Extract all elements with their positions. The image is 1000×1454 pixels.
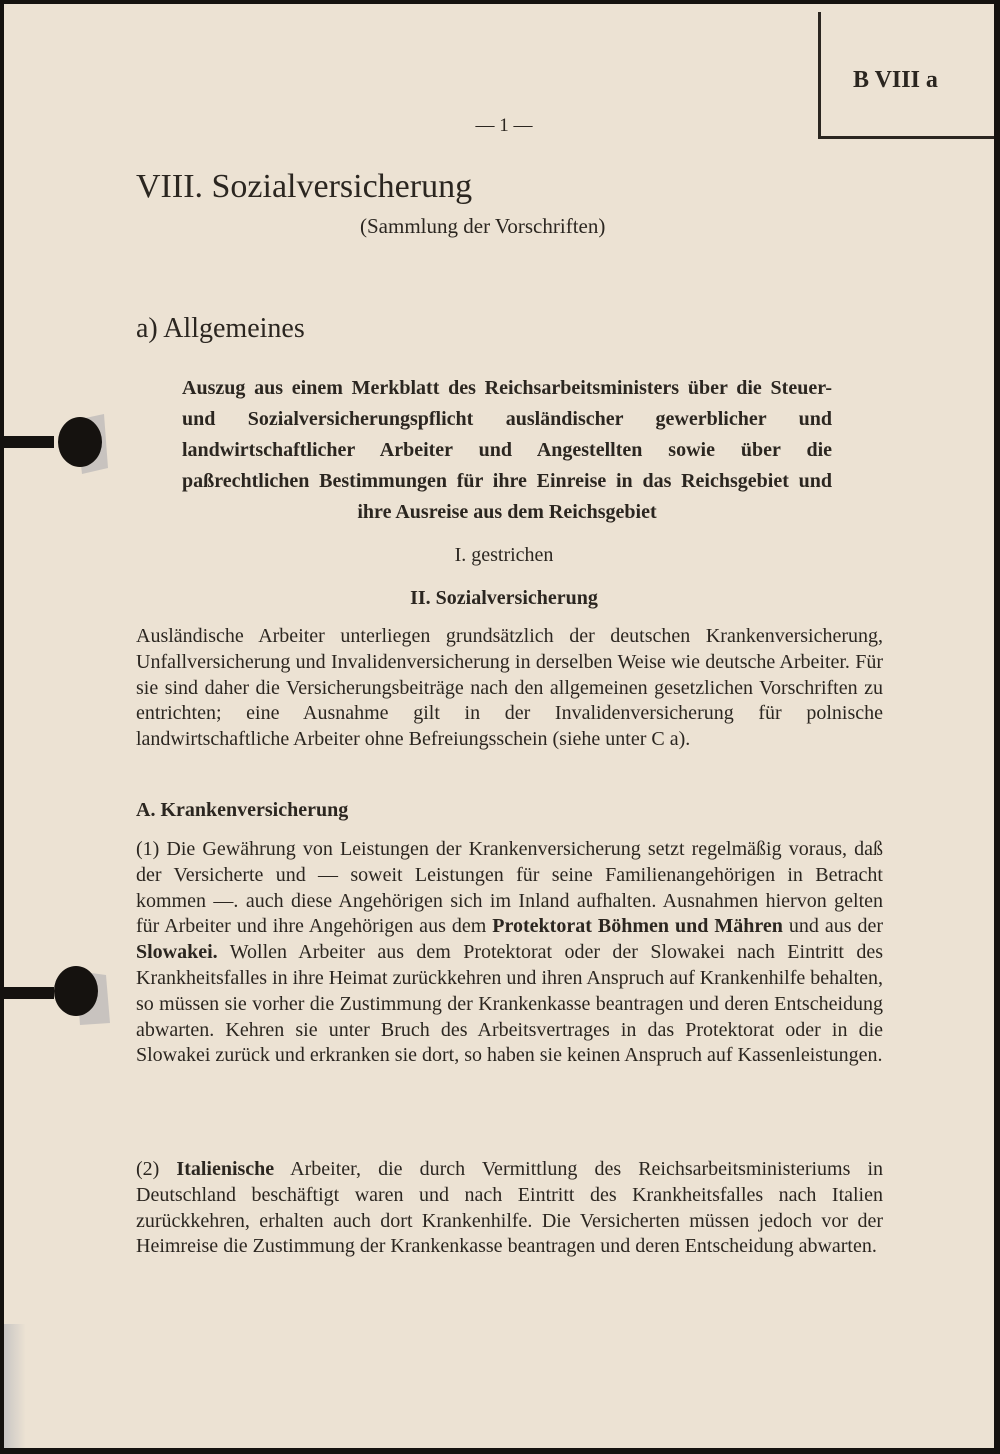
section-heading: a) Allgemeines bbox=[136, 313, 305, 344]
paragraph-1 bbox=[136, 837, 883, 1069]
extract-heading: Auszug aus einem Merkblatt des Reichsarbeitsministers über die Steuer- und Sozialversicherungspflicht ausländischer gewerblicher und landwirtschaftlicher Arbeiter und Angestellten sowie über die paßrechtlichen Bestimmungen für ihre Einreise in das Reichsgebiet und ihre Ausreise aus dem Reichsgebiet bbox=[182, 377, 832, 523]
punch-hole-bottom bbox=[4, 961, 114, 1033]
chapter-subtitle: (Sammlung der Vorschriften) bbox=[360, 214, 606, 238]
paper-edge-wear bbox=[4, 1324, 26, 1448]
paragraph-2-text: (2) bbox=[136, 1158, 160, 1180]
heading-health-insurance: A. Krankenversicherung bbox=[136, 799, 349, 821]
paragraph-2-emphasis-italian: Italienische bbox=[176, 1158, 275, 1180]
heading-struck: I. gestrichen bbox=[454, 544, 554, 566]
paragraph-1-text: Wollen Arbeiter aus dem Protektorat oder der Slowakei nach Eintritt des Krankheitsfalles in ihre Heimat zurückkehren und ihren Anspruch auf Krankenhilfe behalten, so müssen sie vorher die Zustimmung der Krankenkasse beantragen und deren Entscheidung abwarten. Kehren sie unter Bruch des Arbeitsvertrages in das Protektorat oder in die Slowakei zurück und erkranken sie dort, so haben sie keinen Anspruch auf Kassenleistungen. bbox=[136, 941, 884, 1067]
register-code: B VIII a bbox=[853, 67, 938, 93]
heading-social-insurance: II. Sozialversicherung bbox=[410, 587, 598, 609]
document-page bbox=[4, 4, 994, 1448]
paragraph-1-text: (1) Die Gewährung von Leistungen der Krankenversicherung setzt regelmäßig voraus, daß der Versicherte und — soweit Leistungen für seine Familienangehörigen in Betracht kommen —. auch diese Angehörigen sich im Inland aufhalten. Ausnahmen hiervon gelten für Arbeiter und ihre Angehörigen aus dem bbox=[136, 838, 883, 938]
paragraph-1-emphasis-protektorat: Protektorat Böhmen und Mähren bbox=[492, 915, 783, 938]
chapter-title: VIII. Sozialversicherung bbox=[136, 168, 473, 205]
page-number: — 1 — bbox=[475, 115, 533, 136]
paragraph-1-emphasis-slowakei: Slowakei. bbox=[136, 941, 218, 964]
punch-hole-top bbox=[4, 408, 114, 480]
intro-paragraph: Ausländische Arbeiter unterliegen grundsätzlich der deutschen Krankenversicherung, Unfallversicherung und Invalidenversicherung in derselben Weise wie deutsche Arbeiter. Für sie sind daher die Versicherungsbeiträge nach den allgemeinen gesetzlichen Vorschriften zu entrichten; eine Ausnahme gilt in der Invalidenversicherung für polnische landwirtschaftliche Arbeiter ohne Befreiungsschein (siehe unter C a). bbox=[136, 625, 883, 751]
paragraph-2-text: Arbeiter, die durch Vermittlung des Reichsarbeitsministeriums in Deutschland beschäftigt waren und nach Eintritt des Krankheitsfalles nach Italien zurückkehren, erhalten auch dort Krankenhilfe. Die Versicherten müssen jedoch vor der Heimreise die Zustimmung der Krankenkasse beantragen und deren Entscheidung abwarten. bbox=[136, 1158, 884, 1258]
paragraph-2 bbox=[136, 1157, 883, 1260]
paragraph-1-text: und aus der bbox=[788, 915, 884, 938]
